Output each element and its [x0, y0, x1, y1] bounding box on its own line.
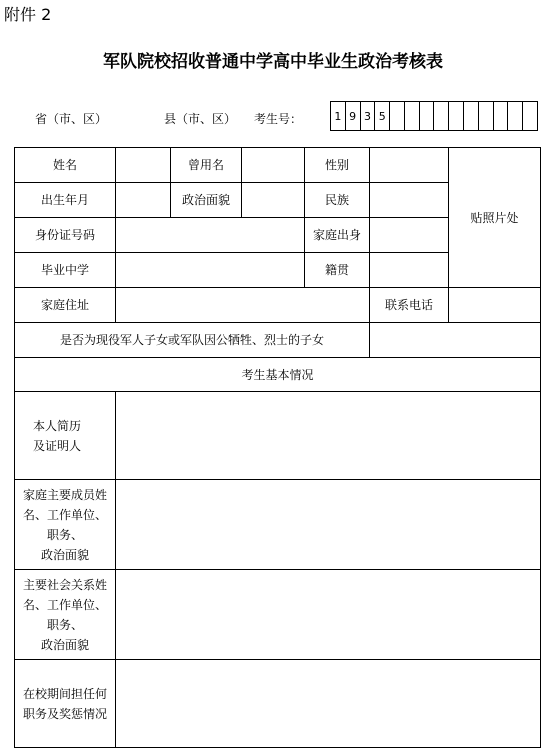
gender-label: 性别: [305, 148, 370, 183]
political-status-label: 政治面貌: [171, 183, 242, 218]
exam-digit[interactable]: 5: [374, 102, 389, 130]
home-address-field[interactable]: [116, 288, 370, 323]
ethnicity-field[interactable]: [370, 183, 449, 218]
military-family-question: 是否为现役军人子女或军队因公牺牲、烈士的子女: [15, 323, 370, 358]
graduated-school-label: 毕业中学: [15, 253, 116, 288]
birth-date-field[interactable]: [116, 183, 171, 218]
social-relations-label-line: 名、工作单位、: [22, 597, 107, 612]
graduated-school-field[interactable]: [116, 253, 305, 288]
name-label: 姓名: [15, 148, 116, 183]
id-number-label: 身份证号码: [15, 218, 116, 253]
contact-phone-label: 联系电话: [370, 288, 449, 323]
exam-digit[interactable]: [463, 102, 478, 130]
family-origin-field[interactable]: [370, 218, 449, 253]
family-origin-label: 家庭出身: [305, 218, 370, 253]
social-relations-label-line: 主要社会关系姓: [22, 577, 107, 592]
family-members-label: [15, 480, 116, 570]
social-relations-label-line: 职务、: [46, 617, 83, 632]
social-relations-field[interactable]: [116, 570, 541, 660]
social-relations-label: [15, 570, 116, 660]
military-family-answer[interactable]: [370, 323, 541, 358]
family-members-label-line: 职务、: [46, 527, 83, 542]
school-duties-label: [15, 660, 116, 748]
exam-digit[interactable]: [404, 102, 419, 130]
id-number-field[interactable]: [116, 218, 305, 253]
native-place-label: 籍贯: [305, 253, 370, 288]
exam-digit[interactable]: [433, 102, 448, 130]
resume-label: [15, 392, 116, 480]
former-name-field[interactable]: [242, 148, 305, 183]
province-label: 省（市、区）: [35, 112, 108, 126]
resume-label-line: 及证明人: [33, 438, 82, 453]
native-place-field[interactable]: [370, 253, 449, 288]
former-name-label: 曾用名: [171, 148, 242, 183]
resume-field[interactable]: [116, 392, 541, 480]
exam-digit[interactable]: [507, 102, 522, 130]
school-duties-field[interactable]: [116, 660, 541, 748]
exam-digit[interactable]: [478, 102, 493, 130]
name-field[interactable]: [116, 148, 171, 183]
family-members-field[interactable]: [116, 480, 541, 570]
ethnicity-label: 民族: [305, 183, 370, 218]
form-title: 军队院校招收普通中学高中毕业生政治考核表: [103, 52, 443, 72]
exam-digit[interactable]: [448, 102, 463, 130]
exam-digit[interactable]: 1: [334, 109, 342, 123]
school-duties-label-line: 在校期间担任何: [22, 686, 107, 701]
contact-phone-field[interactable]: [449, 288, 541, 323]
exam-digit[interactable]: [389, 102, 404, 130]
exam-digit[interactable]: [493, 102, 508, 130]
county-label: 县（市、区）: [164, 112, 237, 126]
basic-info-header: 考生基本情况: [15, 358, 541, 392]
school-duties-label-line: 职务及奖惩情况: [22, 706, 107, 721]
exam-digit[interactable]: [419, 102, 434, 130]
family-members-label-line: 名、工作单位、: [22, 507, 107, 522]
photo-area[interactable]: 贴照片处: [449, 148, 541, 288]
family-members-label-line: 政治面貌: [40, 547, 89, 562]
exam-number-grid[interactable]: [330, 101, 538, 131]
gender-field[interactable]: [370, 148, 449, 183]
exam-digit[interactable]: [522, 102, 537, 130]
home-address-label: 家庭住址: [15, 288, 116, 323]
social-relations-label-line: 政治面貌: [40, 637, 89, 652]
attachment-label: 附件 2: [4, 5, 52, 24]
exam-digit[interactable]: 9: [345, 102, 360, 130]
political-status-field[interactable]: [242, 183, 305, 218]
birth-date-label: 出生年月: [15, 183, 116, 218]
family-members-label-line: 家庭主要成员姓: [22, 487, 107, 502]
political-review-form: [14, 147, 541, 748]
exam-number-label: 考生号：: [254, 112, 303, 126]
exam-digit[interactable]: 3: [360, 102, 375, 130]
resume-label-line: 本人简历: [33, 418, 82, 433]
